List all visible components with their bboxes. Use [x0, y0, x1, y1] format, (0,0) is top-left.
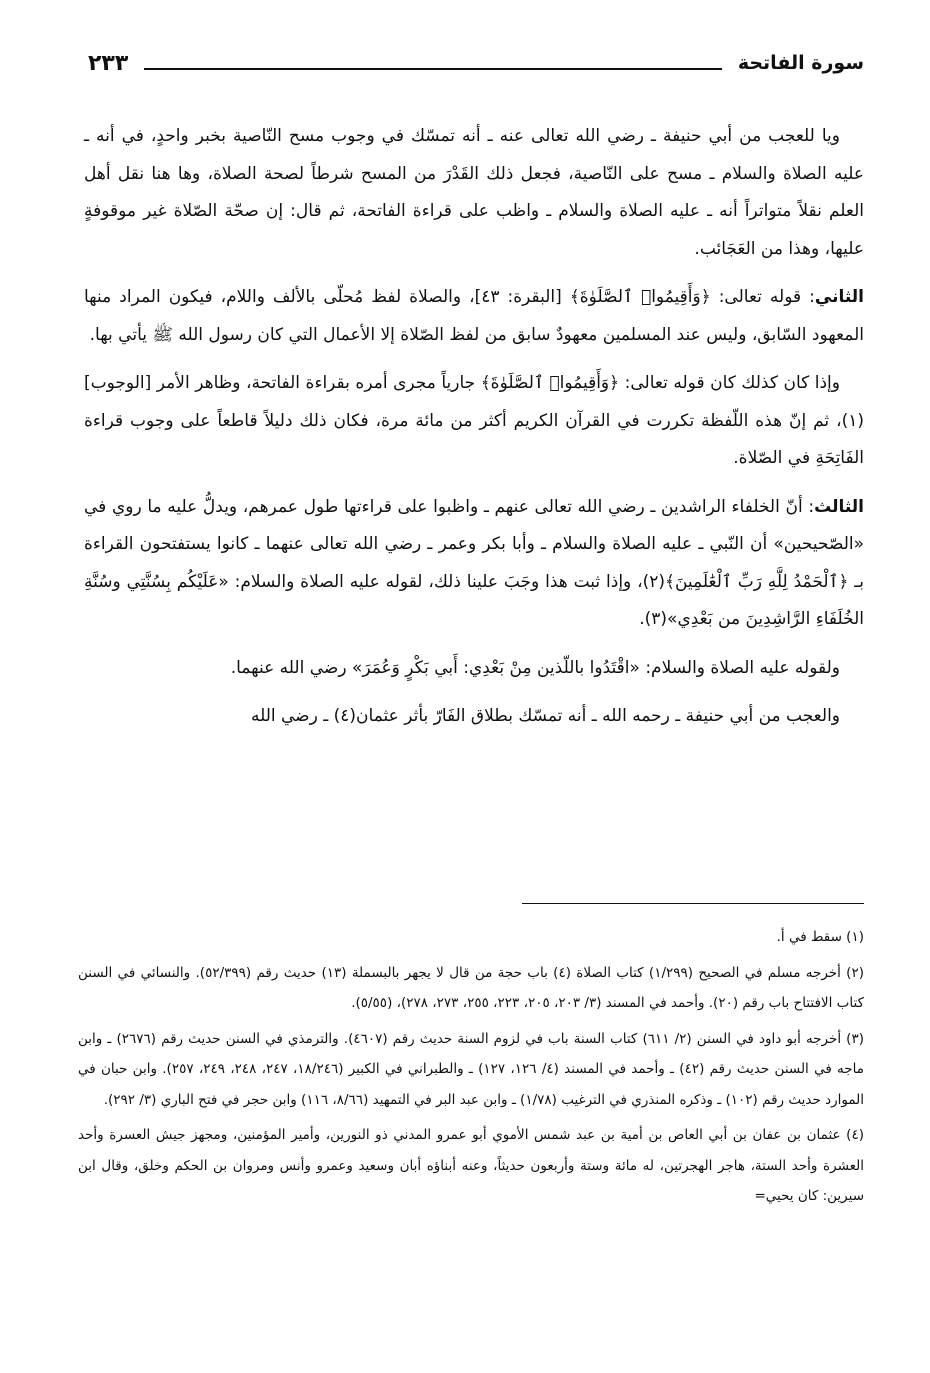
body-paragraph — [84, 118, 864, 268]
running-title: سورة الفاتحة — [737, 52, 864, 74]
page-header — [88, 46, 864, 80]
body-paragraph — [84, 489, 864, 639]
body-paragraph — [84, 365, 864, 478]
body-paragraph — [84, 698, 864, 736]
paragraph-text: وإذا كان كذلك كان قوله تعالى: ﴿وَأَقِيمُوا۟ ٱلصَّلَوٰةَ﴾ جارياً مجرى أمره بقراءة الفاتحة، وظاهر الأمر [الوجوب](١)، ثم إنّ هذه اللّفظة تكررت في القرآن الكريم أكثر من مائة مرة، فكان ذلك دليلاً قاطعاً على وجوب قراءة الفَاتِحَةِ في الصّلاة. — [84, 373, 864, 468]
footnote: (٤) عثمان بن عفان بن أبي العاص بن أمية بن عبد شمس الأموي أبو عمرو المدني ذو النورين، وأمير المؤمنين، ومجهز جيش العسرة وأحد العشرة وأحد الستة، هاجر الهجرتين، له مائة وستة وأربعون حديثاً، وعنه أبناؤه أبان وسعيد وعمرو وأنس ومروان بن الحكم وخلق، وقال ابن سيرين: كان يحيي= — [78, 1127, 864, 1204]
header-rule — [144, 68, 722, 70]
paragraph-label: الثاني — [814, 287, 864, 307]
paragraph-text: ولقوله عليه الصلاة والسلام: «اقْتَدُوا باللّذين مِنْ بَعْدِي: أَبي بَكْرٍ وَعُمَرَ» رضي الله عنهما. — [230, 657, 840, 678]
paragraph-text: : قوله تعالى: ﴿وَأَقِيمُوا۟ ٱلصَّلَوٰةَ﴾ [البقرة: ٤٣]، والصلاة لفظ مُحلّى بالألف واللام، فيكون المراد منها المعهود السّابق، وليس عند المسلمين معهودٌ سابق من لفظ الصّلاة إلا الأعمال التي كان رسول الله ﷺ يأتي بها. — [84, 287, 864, 345]
footnote-separator — [522, 903, 864, 904]
paragraph-label: الثالث — [814, 496, 864, 517]
paragraph-text: : أنّ الخلفاء الراشدين ـ رضي الله تعالى عنهم ـ واظبوا على قراءتها طول عمرهم، ويدلُّ عليه ما روي في «الصّحيحين» أن النّبي ـ عليه الصلاة والسلام ـ وأبا بكر وعمر ـ رضي الله تعالى عنهما ـ كانوا يستفتحون القراءة بـ ﴿ٱلْحَمْدُ لِلَّهِ رَبِّ ٱلْعَٰلَمِينَ﴾(٢)، وإذا ثبت هذا وجَبَ علينا ذلك، لقوله عليه الصلاة والسلام: «عَلَيْكُم بِسُنَّتِي وسُنَّةِ الخُلَفَاءِ الرَّاشِدِينَ من بَعْدِي»(٣). — [84, 496, 864, 629]
body-paragraph — [84, 279, 864, 354]
page-number: ٢٣٣ — [88, 50, 129, 76]
body-paragraph — [84, 650, 864, 688]
footnotes — [78, 922, 864, 1217]
footnote: (١) سقط في أ. — [776, 929, 864, 945]
paragraph-text: والعجب من أبي حنيفة ـ رحمه الله ـ أنه تمسّك بطلاق الفَارّ بأثر عثمان(٤) ـ رضي الله — [250, 706, 840, 726]
paragraph-text: ويا للعجب من أبي حنيفة ـ رضي الله تعالى عنه ـ أنه تمسّك في وجوب مسح النّاصية بخبر واحدٍ، في أنه ـ عليه الصلاة والسلام ـ مسح على النّاصية، فجعل ذلك القَدْرَ من المسح شرطاً لصحة الصلاة، وها هنا نقل أهل العلم نقلاً متواتراً أنه ـ عليه الصلاة والسلام ـ واظب على قراءة الفاتحة، ثم قال: إن صحّة الصّلاة غير موقوفةٍ عليها، وهذا من العَجَائب. — [84, 126, 864, 259]
main-text — [84, 118, 864, 747]
footnote: (٣) أخرجه أبو داود في السنن (٢/ ٦١١) كتاب السنة باب في لزوم السنة حديث رقم (٤٦٠٧). والترمذي في السنن حديث رقم (٢٦٧٦) ـ وابن ماجه في السنن حديث رقم (٤٢) ـ وأحمد في المسند (٤/ ١٢٦، ١٢٧) ـ والطبراني في الكبير (١٨/٢٤٦، ٢٤٧، ٢٤٨، ٢٤٩، ٢٥٧). وابن حبان في الموارد حديث رقم (١٠٢) ـ وذكره المنذري في الترغيب (١/٧٨) ـ وابن عبد البر في التمهيد (٨/٦٦، ١١٦) وابن حجر في فتح الباري (٣/ ٢٩٢). — [78, 1030, 864, 1108]
footnote: (٢) أخرجه مسلم في الصحيح (١/٢٩٩) كتاب الصلاة (٤) باب حجة من قال لا يجهر بالبسملة (١٣) حديث رقم (٥٢/٣٩٩). والنسائي في السنن كتاب الافتتاح باب رقم (٢٠). وأحمد في المسند (٣/ ٢٠٣، ٢٠٥، ٢٢٣، ٢٥٥، ٢٧٣، ٢٧٨)، (٥/٥٥). — [78, 964, 864, 1011]
